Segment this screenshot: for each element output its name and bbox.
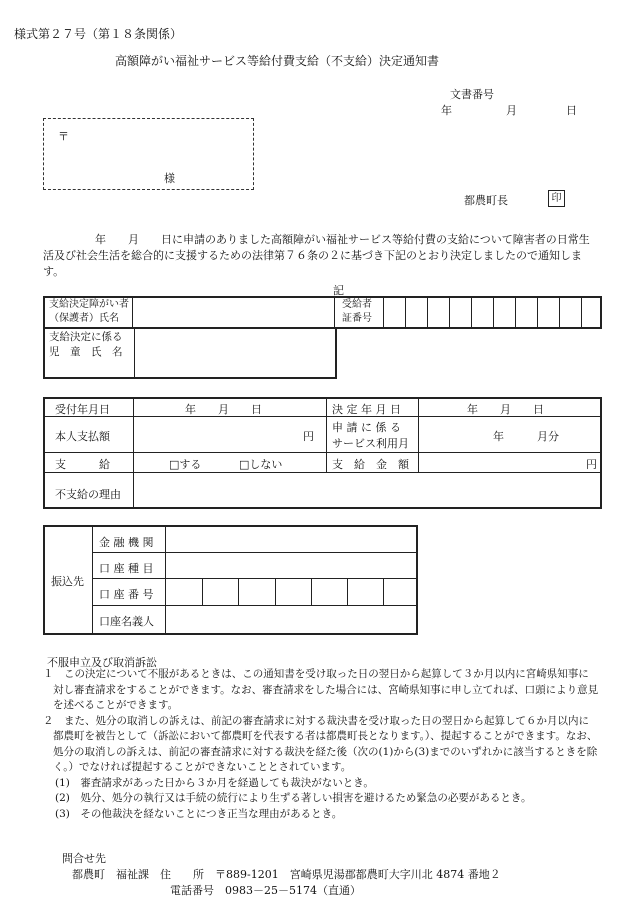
- appeal-title: 不服申立及び取消訴訟: [47, 656, 157, 669]
- appeal-notes: [43, 667, 599, 822]
- cert-label-cell: [334, 298, 384, 327]
- note-1: １ この決定について不服があるときは、この通知書を受け取った日の翌日から起算して３か月以内に宮崎県知事に対し審査請求をすることができます。なお、審査請求をした場合には、宮崎県知事に申し立てれば、口頭により意見を述べることができます。: [43, 668, 599, 711]
- document-number-label: 文書番号: [450, 88, 494, 101]
- recipient-name-field[interactable]: [133, 298, 335, 327]
- year-label: 年: [441, 104, 452, 117]
- recipient-table: [43, 296, 602, 329]
- month-label: 月: [506, 104, 517, 117]
- recipient-label-line2: （保護者）氏名: [49, 313, 119, 324]
- contact-phone: 電話番号 0983－25－5174（直通）: [170, 884, 361, 897]
- condition-3: (3) その他裁決を経ないことにつき正当な理由があるとき。: [55, 807, 343, 820]
- notice-text: 年 月 日に申請のありました高額障がい福祉サービス等給付費の支給について障害者の日常生活及び社会生活を総合的に支援するための法律第７６条の２に基づき下記のとおり決定しましたので通知します。: [43, 233, 590, 278]
- recipient-label-line1: 支給決定障がい者: [49, 299, 129, 310]
- account-type-label: 口 座 種 目: [99, 562, 154, 575]
- form-number: 様式第２７号（第１８条関係）: [14, 27, 183, 41]
- condition-2: (2) 処分、処分の執行又は手続の続行により生ずる著しい損害を避けるため緊急の必要があるとき。: [55, 792, 532, 804]
- apply-label-line2: サービス利用月: [332, 437, 409, 450]
- child-label-cell: [45, 328, 135, 377]
- amount-yen: 円: [586, 458, 597, 471]
- cert-label-line2: 証番号: [342, 313, 372, 324]
- cert-label-line1: 受給者: [342, 299, 372, 310]
- apply-label-line1: 申 請 に 係 る: [332, 421, 401, 434]
- contact-address: 都農町 福祉課 住 所 〒889-1201 宮崎県児湯郡都農町大字川北 4874 番地２: [72, 868, 501, 881]
- cert-number-grid[interactable]: [384, 298, 600, 327]
- bank-table: [43, 525, 418, 635]
- ki-mark: 記: [333, 284, 344, 297]
- addressee-honorific: 様: [164, 172, 175, 185]
- self-pay-yen: 円: [303, 430, 314, 443]
- shinai-checkbox[interactable]: □しない: [239, 458, 283, 471]
- child-label-line1: 支給決定に係る: [49, 331, 123, 343]
- decision-date-field[interactable]: 年 月 日: [467, 403, 544, 416]
- transfer-label: 振込先: [51, 575, 84, 588]
- receipt-date-label: 受付年月日: [55, 403, 110, 416]
- postal-mark: 〒: [58, 130, 69, 143]
- suru-checkbox[interactable]: □する: [169, 458, 202, 471]
- reason-label: 不支給の理由: [55, 488, 121, 501]
- decision-date-label: 決 定 年 月 日: [332, 403, 401, 416]
- shikyu-label: 支 給: [55, 458, 110, 471]
- receipt-date-field[interactable]: 年 月 日: [185, 403, 262, 416]
- self-pay-label: 本人支払額: [55, 430, 110, 443]
- account-holder-label: 口座名義人: [99, 615, 154, 628]
- contact-title: 問合せ先: [62, 852, 106, 865]
- notice-paragraph: [43, 232, 599, 280]
- condition-1: (1) 審査請求があった日から３か月を経過しても裁決がないとき。: [55, 776, 374, 789]
- bank-label: 金 融 機 関: [99, 536, 154, 549]
- child-name-field[interactable]: [135, 328, 335, 377]
- account-number-label: 口 座 番 号: [99, 588, 154, 601]
- amount-label: 支 給 金 額: [332, 458, 409, 471]
- note-2: ２ また、処分の取消しの訴えは、前記の審査請求に対する裁決書を受け取った日の翌日から起算して６か月以内に都農町を被告として（訴訟において都農町を代表する者は都農町長となります。）、提起することができます。なお、処分の取消しの訴えは、前記の審査請求に対する裁決を経た後（次の(1)から(3)までのいずれかに該当するときを除く。）でなければ提起することができないこととされています。: [43, 714, 598, 773]
- seal-mark: 印: [548, 190, 565, 207]
- page-title: 高額障がい福祉サービス等給付費支給（不支給）決定通知書: [115, 54, 440, 68]
- recipient-label-cell: [45, 298, 133, 327]
- service-month-field[interactable]: 年 月分: [493, 430, 559, 443]
- decision-table: [43, 397, 602, 509]
- issuer-name: 都農町長: [464, 194, 508, 207]
- day-label: 日: [566, 104, 577, 117]
- child-row: [43, 328, 337, 379]
- address-box: [43, 118, 254, 190]
- child-label-line2: 児 童 氏 名: [49, 346, 123, 358]
